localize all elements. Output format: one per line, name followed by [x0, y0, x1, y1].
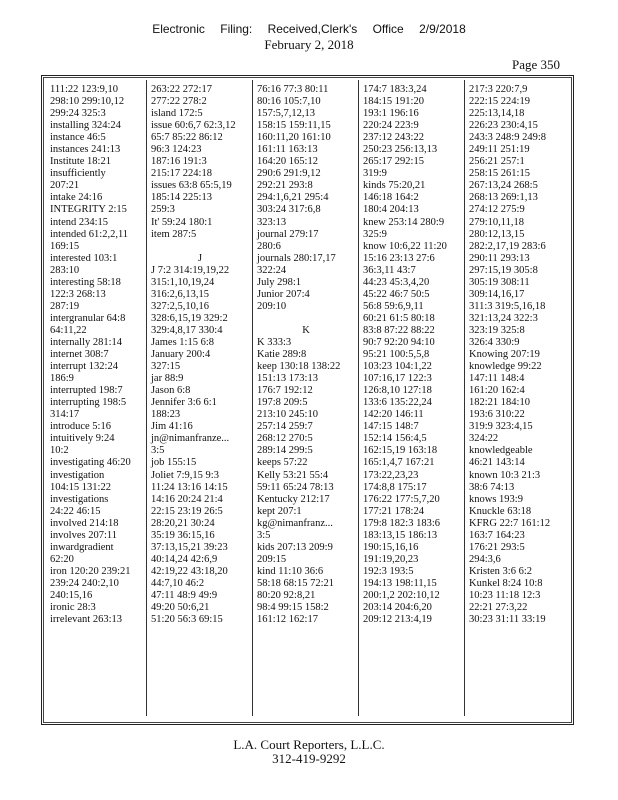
index-column-1: [50, 84, 148, 626]
index-entry: 15:16 23:13 27:6: [363, 252, 435, 264]
index-entry: 182:21 184:10: [469, 397, 530, 409]
index-entry: known 10:3 21:3: [469, 469, 541, 481]
index-entry: 176:22 177:5,7,20: [363, 493, 440, 505]
index-entry: 209:15: [257, 553, 287, 565]
index-entry: 22:21 27:3,22: [469, 602, 528, 614]
index-entry: 315:1,10,19,24: [151, 276, 215, 288]
index-entry: intake 24:16: [50, 192, 103, 204]
index-entry: Kristen 3:6 6:2: [469, 565, 532, 577]
index-entry: 65:7 85:22 86:12: [151, 132, 223, 144]
index-entry: 209:12 213:4,19: [363, 614, 432, 626]
index-entry: 322:24: [257, 264, 287, 276]
index-entry: 250:23 256:13,13: [363, 144, 438, 156]
index-entry: 197:8 209:5: [257, 397, 308, 409]
index-entry: knew 253:14 280:9: [363, 216, 445, 228]
index-entry: investigating 46:20: [50, 457, 131, 469]
index-entry: 290:6 291:9,12: [257, 168, 321, 180]
index-entry: 165:1,4,7 167:21: [363, 457, 435, 469]
filing-date: February 2, 2018: [264, 37, 354, 52]
index-entry: 47:11 48:9 49:9: [151, 589, 218, 601]
index-entry: 162:15,19 163:18: [363, 445, 438, 457]
index-entry: Jennifer 3:6 6:1: [151, 397, 217, 409]
index-entry: 319:9 323:4,15: [469, 421, 533, 433]
index-entry: involved 214:18: [50, 517, 119, 529]
index-entry: 22:15 23:19 26:5: [151, 505, 223, 517]
index-entry: 104:15 131:22: [50, 481, 111, 493]
index-entry: interrupting 198:5: [50, 397, 127, 409]
index-entry: 290:11 293:13: [469, 252, 530, 264]
index-entry: 311:3 319:5,16,18: [469, 300, 546, 312]
index-entry: 263:22 272:17: [151, 84, 212, 95]
index-entry: 152:14 156:4,5: [363, 433, 427, 445]
index-entry: 95:21 100:5,5,8: [363, 349, 430, 361]
efiling-part-1: Electronic: [152, 22, 205, 36]
efiling-header: [0, 22, 618, 36]
index-entry: 46:21 143:14: [469, 457, 525, 469]
index-entry: 239:24 240:2,10: [50, 577, 119, 589]
index-entry: Jason 6:8: [151, 385, 191, 397]
index-entry: 160:11,20 161:10: [257, 132, 331, 144]
index-entry: 280:6: [257, 240, 281, 252]
index-entry: 147:11 148:4: [469, 373, 525, 385]
index-entry: 287:19: [50, 300, 80, 312]
index-entry: 122:3 268:13: [50, 288, 106, 300]
index-entry: 294:3,6: [469, 553, 501, 565]
index-entry: Institute 18:21: [50, 156, 111, 168]
index-entry: [151, 241, 249, 253]
index-entry: 42:19,22 43:18,20: [151, 565, 228, 577]
index-entry: 24:22 46:15: [50, 505, 101, 517]
index-entry: 45:22 46:7 50:5: [363, 288, 430, 300]
index-entry: 309:14,16,17: [469, 288, 525, 300]
index-entry: investigation: [50, 469, 105, 481]
index-entry: 217:3 220:7,9: [469, 84, 528, 95]
index-entry: 3:5: [151, 445, 165, 457]
index-entry: issue 60:6,7 62:3,12: [151, 120, 236, 132]
index-entry: 163:7 164:23: [469, 529, 525, 541]
index-entry: 297:15,19 305:8: [469, 264, 538, 276]
index-entry: 237:12 243:22: [363, 132, 424, 144]
index-entry: 76:16 77:3 80:11: [257, 84, 329, 95]
index-entry: kept 207:1: [257, 505, 302, 517]
index-entry: 194:13 198:11,15: [363, 577, 437, 589]
index-entry: 177:21 178:24: [363, 505, 424, 517]
index-entry: 314:17: [50, 409, 80, 421]
index-entry: 80:16 105:7,10: [257, 96, 321, 108]
index-entry: 329:4,8,17 330:4: [151, 324, 223, 336]
index-entry: J 7:2 314:19,19,22: [151, 264, 230, 276]
index-entry: interrupted 198:7: [50, 385, 123, 397]
index-entry: 179:8 182:3 183:6: [363, 517, 441, 529]
index-entry: kinds 75:20,21: [363, 180, 426, 192]
index-entry: 220:24 223:9: [363, 120, 419, 132]
efiling-part-5: 2/9/2018: [419, 22, 466, 36]
index-entry: internet 308:7: [50, 349, 109, 361]
index-entry: 28:20,21 30:24: [151, 517, 215, 529]
index-entry: 268:12 270:5: [257, 433, 313, 445]
index-entry: 207:21: [50, 180, 80, 192]
index-entry: 323:13: [257, 216, 287, 228]
index-entry: 203:14 204:6,20: [363, 602, 432, 614]
index-entry: 174:8,8 175:17: [363, 481, 427, 493]
index-entry: 324:22: [469, 433, 499, 445]
index-entry: 192:3 193:5: [363, 565, 414, 577]
index-entry: knows 193:9: [469, 493, 523, 505]
index-entry: 62:20: [50, 553, 74, 565]
index-entry: July 298:1: [257, 276, 302, 288]
index-entry: 213:10 245:10: [257, 409, 318, 421]
index-entry: 30:23 31:11 33:19: [469, 614, 546, 626]
footer-phone: 312-419-9292: [272, 751, 346, 766]
index-entry: jar 88:9: [151, 373, 184, 385]
index-frame: [41, 75, 574, 725]
index-entry: 289:14 299:5: [257, 445, 313, 457]
index-entry: 161:12 162:17: [257, 614, 318, 626]
index-entry: keep 130:18 138:22: [257, 361, 341, 373]
index-entry: Junior 207:4: [257, 288, 310, 300]
index-entry: instance 46:5: [50, 132, 106, 144]
index-entry: intergranular 64:8: [50, 312, 126, 324]
index-entry: journal 279:17: [257, 228, 319, 240]
index-entry: James 1:15 6:8: [151, 336, 214, 348]
index-entry: ironic 28:3: [50, 602, 96, 614]
index-entry: 36:3,11 43:7: [363, 264, 416, 276]
index-entry: 37:13,15,21 39:23: [151, 541, 228, 553]
index-entry: 90:7 92:20 94:10: [363, 336, 435, 348]
index-entry: January 200:4: [151, 349, 211, 361]
index-entry: interrupt 132:24: [50, 361, 118, 373]
index-entry: 185:14 225:13: [151, 192, 212, 204]
index-entry: intended 61:2,2,11: [50, 228, 129, 240]
index-entry: 147:15 148:7: [363, 421, 419, 433]
index-entry: installing 324:24: [50, 120, 121, 132]
footer-company: L.A. Court Reporters, L.L.C.: [233, 737, 385, 752]
index-entry: 83:8 87:22 88:22: [363, 324, 435, 336]
index-entry: 173:22,23,23: [363, 469, 419, 481]
index-entry: 49:20 50:6,21: [151, 602, 210, 614]
index-entry: 268:13 269:1,13: [469, 192, 538, 204]
index-entry: 209:10: [257, 300, 287, 312]
index-entry: know 10:6,22 11:20: [363, 240, 447, 252]
section-letter: K: [302, 324, 310, 336]
index-entry: 323:19 325:8: [469, 324, 525, 336]
index-entry: 161:20 162:4: [469, 385, 525, 397]
index-entry: 193:6 310:22: [469, 409, 525, 421]
index-entry: intuitively 9:24: [50, 433, 115, 445]
index-entry: 51:20 56:3 69:15: [151, 614, 223, 626]
index-entry: 96:3 124:23: [151, 144, 202, 156]
index-entry: 191:19,20,23: [363, 553, 419, 565]
index-entry: 176:7 192:12: [257, 385, 313, 397]
index-entry: 103:23 104:1,22: [363, 361, 432, 373]
index-entry: 279:10,11,18: [469, 216, 525, 228]
index-entry: issues 63:8 65:5,19: [151, 180, 232, 192]
section-letter: J: [197, 252, 203, 264]
index-entry: 305:19 308:11: [469, 276, 530, 288]
index-entry: 44:7,10 46:2: [151, 577, 205, 589]
index-column-4: [358, 80, 461, 716]
index-entry: kids 207:13 209:9: [257, 541, 333, 553]
index-entry: 274:12 275:9: [469, 204, 525, 216]
index-entry: 282:2,17,19 283:6: [469, 240, 546, 252]
index-entry: instances 241:13: [50, 144, 121, 156]
index-entry: 277:22 278:2: [151, 96, 207, 108]
index-entry: 187:16 191:3: [151, 156, 207, 168]
index-entry: 164:20 165:12: [257, 156, 318, 168]
index-entry: 328:6,15,19 329:2: [151, 312, 228, 324]
index-entry: jn@nimanfranze...: [151, 433, 230, 445]
index-entry: 215:17 224:18: [151, 168, 212, 180]
index-entry: item 287:5: [151, 228, 197, 240]
index-entry: Joliet 7:9,15 9:3: [151, 469, 219, 481]
index-entry: journals 280:17,17: [257, 252, 336, 264]
index-entry: Katie 289:8: [257, 349, 307, 361]
index-entry: 60:21 61:5 80:18: [363, 312, 435, 324]
index-entry: 146:18 164:2: [363, 192, 419, 204]
index-entry: 3:5: [257, 529, 271, 541]
index-entry: Knuckle 63:18: [469, 505, 532, 517]
index-entry: 107:16,17 122:3: [363, 373, 432, 385]
index-entry: 126:8,10 127:18: [363, 385, 432, 397]
index-entry: 226:23 230:4,15: [469, 120, 538, 132]
index-entry: 321:13,24 322:3: [469, 312, 538, 324]
index-entry: 10:23 11:18 12:3: [469, 589, 541, 601]
index-entry: internally 281:14: [50, 336, 123, 348]
index-entry: insufficiently: [50, 168, 106, 180]
index-entry: 257:14 259:7: [257, 421, 313, 433]
index-entry: intend 234:15: [50, 216, 109, 228]
index-entry: knowledge 99:22: [469, 361, 542, 373]
index-entry: 35:19 36:15,16: [151, 529, 215, 541]
index-entry: 316:2,6,13,15: [151, 288, 210, 300]
index-entry: 10:2: [50, 445, 69, 457]
efiling-part-2: Filing:: [220, 22, 253, 36]
index-entry: 59:11 65:24 78:13: [257, 481, 334, 493]
index-entry: 40:14,24 42:6,9: [151, 553, 218, 565]
index-entry: 183:13,15 186:13: [363, 529, 438, 541]
index-entry: 142:20 146:11: [363, 409, 424, 421]
index-entry: KFRG 22:7 161:12: [469, 517, 551, 529]
index-entry: 240:15,16: [50, 589, 93, 601]
index-entry: 186:9: [50, 373, 74, 385]
index-entry: 327:15: [151, 361, 181, 373]
index-entry: 292:21 293:8: [257, 180, 313, 192]
index-entry: knowledgeable: [469, 445, 533, 457]
index-entry: 265:17 292:15: [363, 156, 424, 168]
index-entry: 11:24 13:16 14:15: [151, 481, 228, 493]
index-entry: 161:11 163:13: [257, 144, 318, 156]
index-entry: Kentucky 212:17: [257, 493, 330, 505]
index-entry: [257, 313, 355, 325]
index-entry: 190:15,16,16: [363, 541, 419, 553]
index-column-3: [252, 80, 355, 716]
index-entry: 158:15 159:11,15: [257, 120, 331, 132]
index-entry: 280:12,13,15: [469, 228, 525, 240]
index-entry: kg@nimanfranz...: [257, 517, 333, 529]
index-entry: introduce 5:16: [50, 421, 111, 433]
index-entry: interested 103:1: [50, 252, 118, 264]
index-entry: 157:5,7,12,13: [257, 108, 316, 120]
index-entry: interesting 58:18: [50, 276, 121, 288]
index-entry: 151:13 173:13: [257, 373, 318, 385]
page-number: Page 350: [511, 57, 560, 72]
index-entry: investigations: [50, 493, 109, 505]
index-entry: 44:23 45:3,4,20: [363, 276, 430, 288]
index-entry: 188:23: [151, 409, 181, 421]
index-entry: 176:21 293:5: [469, 541, 525, 553]
index-entry: 184:15 191:20: [363, 96, 424, 108]
index-entry: 259:3: [151, 204, 175, 216]
index-entry: 174:7 183:3,24: [363, 84, 427, 95]
index-entry: 111:22 123:9,10: [50, 84, 119, 95]
index-entry: 298:10 299:10,12: [50, 96, 125, 108]
index-entry: 325:9: [363, 228, 387, 240]
index-entry: 14:16 20:24 21:4: [151, 493, 223, 505]
index-entry: 169:15: [50, 240, 80, 252]
index-column-5: [464, 80, 567, 716]
efiling-part-3: Received,Clerk's: [267, 22, 358, 36]
index-entry: 326:4 330:9: [469, 336, 520, 348]
index-entry: 38:6 74:13: [469, 481, 515, 493]
index-entry: 98:4 99:15 158:2: [257, 602, 329, 614]
index-entry: involves 207:11: [50, 529, 117, 541]
index-entry: Kelly 53:21 55:4: [257, 469, 329, 481]
index-entry: K 333:3: [257, 336, 292, 348]
index-entry: 283:10: [50, 264, 80, 276]
index-entry: 64:11,22: [50, 324, 87, 336]
index-entry: 56:8 59:6,9,11: [363, 300, 424, 312]
index-entry: 133:6 135:22,24: [363, 397, 432, 409]
index-entry: 327:2,5,10,16: [151, 300, 210, 312]
index-entry: Knowing 207:19: [469, 349, 540, 361]
index-entry: 222:15 224:19: [469, 96, 530, 108]
index-entry: 249:11 251:19: [469, 144, 530, 156]
index-entry: 267:13,24 268:5: [469, 180, 538, 192]
index-entry: 225:13,14,18: [469, 108, 525, 120]
index-entry: Kunkel 8:24 10:8: [469, 577, 543, 589]
index-entry: It' 59:24 180:1: [151, 216, 213, 228]
index-entry: kind 11:10 36:6: [257, 565, 324, 577]
index-entry: 180:4 204:13: [363, 204, 419, 216]
index-entry: 256:21 257:1: [469, 156, 525, 168]
index-entry: 58:18 68:15 72:21: [257, 577, 335, 589]
index-column-2: [146, 80, 249, 716]
index-entry: 303:24 317:6,8: [257, 204, 321, 216]
index-entry: iron 120:20 239:21: [50, 565, 131, 577]
index-entry: 193:1 196:16: [363, 108, 419, 120]
index-entry: 299:24 325:3: [50, 108, 106, 120]
efiling-part-4: Office: [372, 22, 404, 36]
index-entry: 319:9: [363, 168, 387, 180]
index-entry: 243:3 248:9 249:8: [469, 132, 547, 144]
index-entry: Jim 41:16: [151, 421, 193, 433]
index-entry: irrelevant 263:13: [50, 614, 123, 626]
index-entry: inwardgradient: [50, 541, 114, 553]
index-entry: INTEGRITY 2:15: [50, 204, 127, 216]
index-entry: 200:1,2 202:10,12: [363, 589, 440, 601]
index-entry: island 172:5: [151, 108, 203, 120]
index-entry: job 155:15: [151, 457, 197, 469]
index-entry: 258:15 261:15: [469, 168, 530, 180]
index-entry: 80:20 92:8,21: [257, 589, 316, 601]
index-entry: 294:1,6,21 295:4: [257, 192, 329, 204]
index-entry: keeps 57:22: [257, 457, 308, 469]
